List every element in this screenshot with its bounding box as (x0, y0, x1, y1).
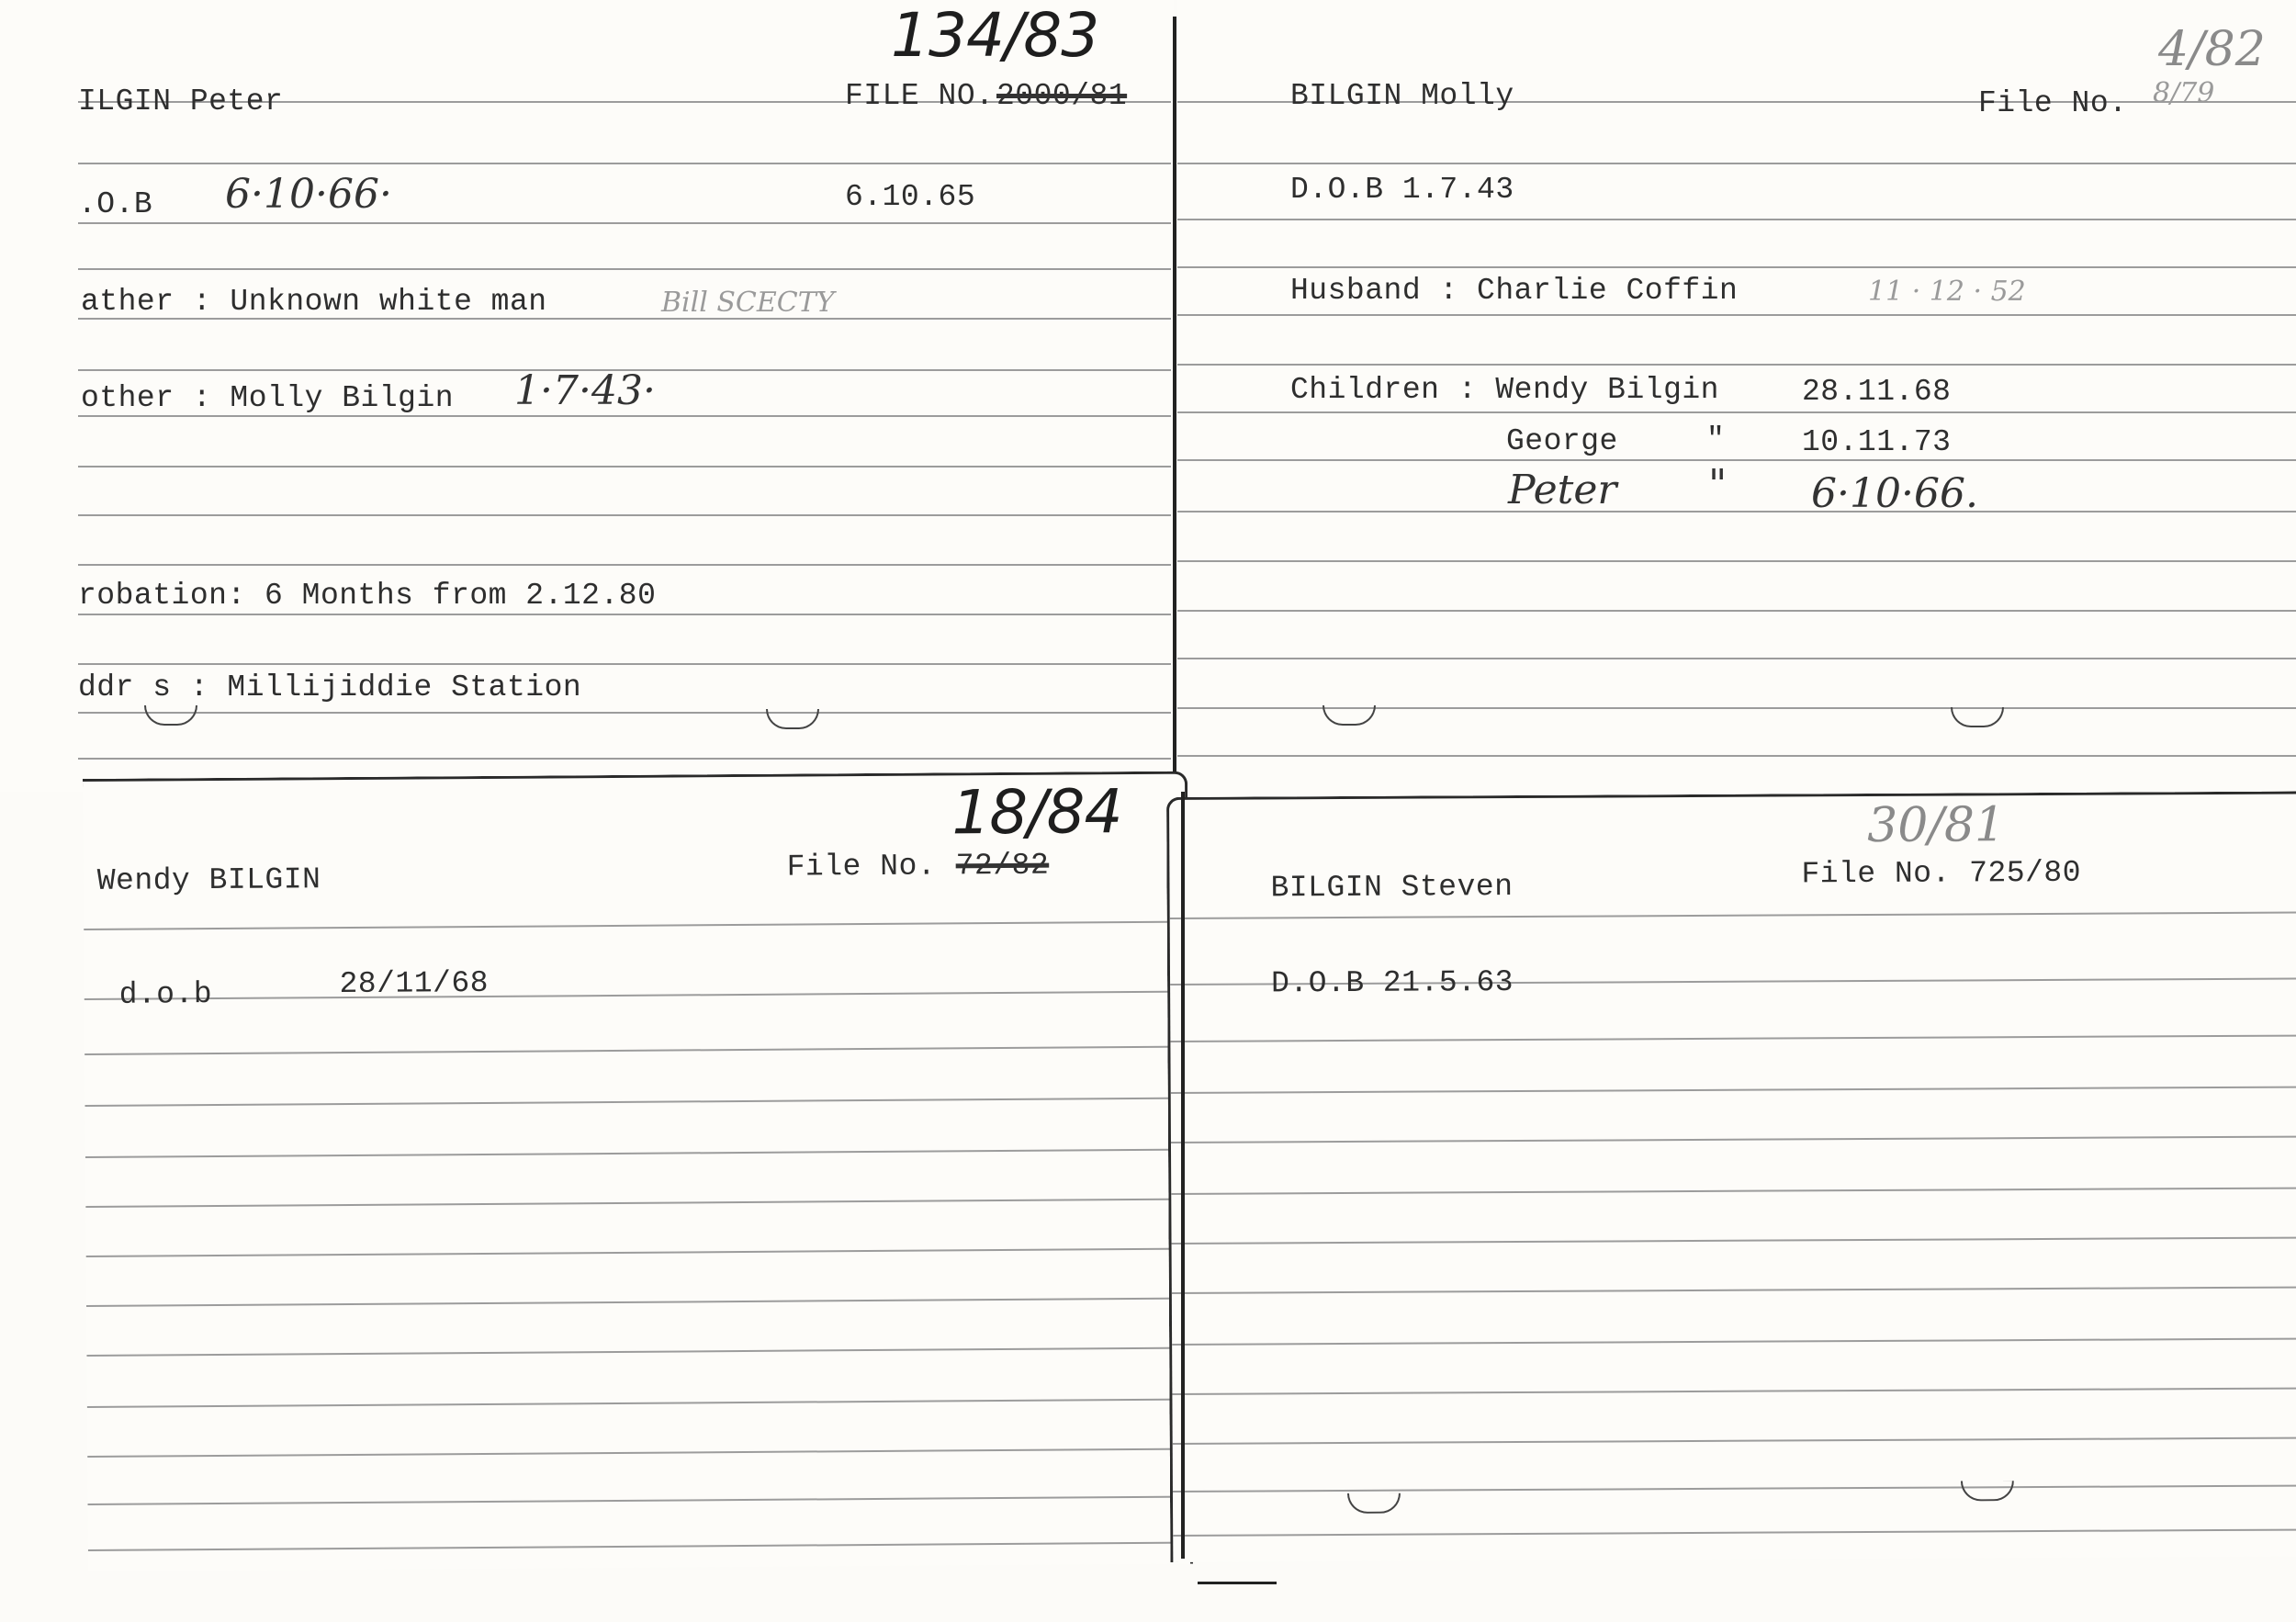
card-rule (1173, 1529, 2296, 1537)
card-rule (78, 415, 1171, 417)
card-rule (1172, 1237, 2296, 1245)
card-rule (1170, 912, 2296, 919)
child-name-handwritten: Peter (1508, 467, 1617, 513)
card-name: ILGIN Peter (78, 84, 284, 118)
card-rule (1177, 511, 2296, 513)
card-rule (1171, 1188, 2296, 1195)
index-card-peter (0, 0, 1174, 792)
ditto-mark: " (1708, 461, 1728, 508)
card-punch-hole (1322, 705, 1376, 726)
card-rule (1170, 1035, 2296, 1042)
card-punch-hole (144, 705, 197, 726)
card-punch-hole (1961, 1481, 2014, 1501)
card-rule (1171, 1087, 2296, 1094)
file-label: File No. (786, 849, 937, 884)
card-rule (86, 1298, 1185, 1307)
card-rule (84, 1046, 1183, 1055)
dob-handwritten: 6·10·66· (225, 171, 392, 218)
card-rule (1177, 459, 2296, 461)
card-rule (86, 1248, 1185, 1257)
card-name: BILGIN Molly (1290, 79, 1514, 113)
card-rule (87, 1448, 1186, 1458)
file-number-handwritten: 4/82 (2158, 22, 2266, 77)
card-rule (84, 1098, 1183, 1107)
child-dob-handwritten: 6·10·66. (1811, 470, 1978, 517)
card-rule (1177, 364, 2296, 366)
card-edge (1181, 792, 1185, 1559)
card-rule (1177, 610, 2296, 612)
card-punch-hole (766, 709, 819, 729)
index-card-wendy (83, 772, 1193, 1571)
file-number-handwritten: 134/83 (891, 0, 1099, 71)
card-rule (1177, 560, 2296, 562)
card-edge (1173, 17, 1176, 808)
card-rule (78, 514, 1171, 516)
child-name: George (1506, 424, 1618, 458)
child-dob: 10.11.73 (1802, 425, 1952, 459)
father-handwritten-note: Bill SCECTY (661, 287, 835, 319)
card-rule (1177, 219, 2296, 220)
card-rule (85, 1199, 1184, 1208)
card-rule (1177, 163, 2296, 164)
card-punch-hole (1951, 707, 2004, 727)
card-rule (78, 268, 1171, 270)
probation-line: robation: 6 Months from 2.12.80 (78, 579, 657, 613)
husband-handwritten-note: 11 · 12 · 52 (1868, 276, 2026, 308)
card-rule (1172, 1388, 2296, 1395)
card-rule (85, 1149, 1184, 1158)
card-rule (1177, 314, 2296, 316)
card-name: BILGIN Steven (1270, 870, 1514, 906)
file-label: File No. 725/80 (1801, 855, 2082, 892)
dob-typed: 6.10.65 (845, 180, 976, 214)
card-rule (88, 1496, 1187, 1505)
card-rule (1173, 1437, 2296, 1445)
card-edge (1198, 1582, 1277, 1584)
file-number-handwritten: 18/84 (951, 776, 1122, 849)
father-line: ather : Unknown white man (81, 285, 547, 319)
file-number-crossed: 2000/81 (996, 79, 1128, 113)
card-rule (86, 1347, 1185, 1357)
index-card-steven (1166, 792, 2296, 1562)
file-number-handwritten: 30/81 (1867, 797, 2006, 854)
card-rule (78, 758, 1171, 760)
file-number-crossed: 8/79 (2153, 77, 2215, 109)
card-punch-hole (1347, 1493, 1401, 1514)
card-rule (1177, 266, 2296, 268)
card-rule (84, 921, 1182, 930)
file-label: File No. (1978, 86, 2128, 120)
card-rule (84, 991, 1183, 1000)
dob-label: .O.B (78, 187, 153, 221)
card-name: Wendy BILGIN (96, 862, 321, 898)
card-rule (78, 466, 1171, 467)
index-card-molly (1177, 0, 2296, 799)
card-rule (1172, 1338, 2296, 1346)
card-rule (78, 614, 1171, 615)
card-rule (1171, 1136, 2296, 1143)
ditto-mark: " (1706, 422, 1726, 456)
file-label: FILE NO. (845, 79, 995, 113)
card-rule (78, 712, 1171, 714)
card-rule (1177, 411, 2296, 413)
husband-line: Husband : Charlie Coffin (1290, 274, 1739, 308)
card-rule (1177, 658, 2296, 659)
address-line: ddr s : Millijiddie Station (78, 670, 582, 704)
child-dob: 28.11.68 (1802, 375, 1952, 409)
card-rule (78, 564, 1171, 566)
card-rule (78, 663, 1171, 665)
mother-line: other : Molly Bilgin (81, 381, 455, 415)
card-rule (78, 222, 1171, 224)
mother-dob-handwritten: 1·7·43· (514, 367, 656, 414)
card-rule (78, 163, 1171, 164)
dob-label: d.o.b (118, 977, 213, 1012)
dob-line: D.O.B 1.7.43 (1290, 173, 1514, 207)
card-rule (1172, 1287, 2296, 1294)
card-rule (1177, 755, 2296, 757)
card-rule (87, 1399, 1186, 1408)
card-rule (1173, 1485, 2296, 1492)
dob-value: 28/11/68 (339, 965, 490, 1002)
children-line: Children : Wendy Bilgin (1290, 373, 1719, 407)
file-number-crossed: 72/82 (955, 848, 1050, 884)
dob-line: D.O.B 21.5.63 (1270, 965, 1514, 1001)
card-rule (88, 1542, 1187, 1551)
